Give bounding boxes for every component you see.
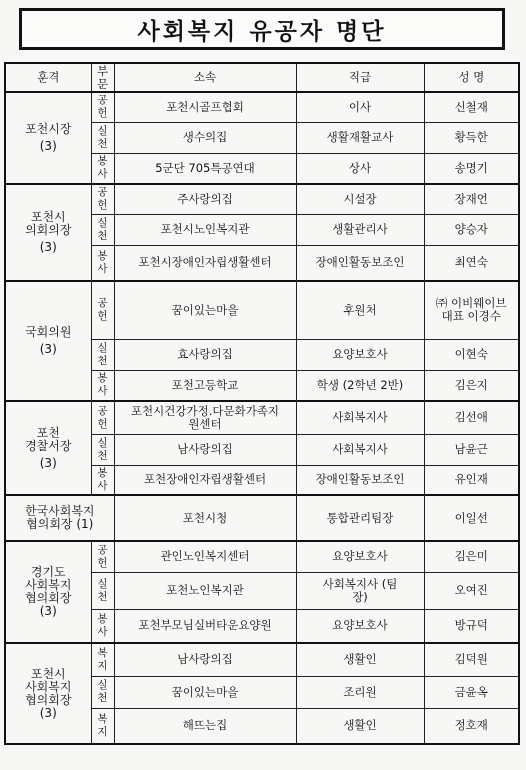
name-cell: 김은미 bbox=[424, 541, 519, 572]
type-cell: 실천 bbox=[91, 572, 114, 609]
name-cell: 양승자 bbox=[424, 214, 519, 245]
award-count: (3) bbox=[39, 240, 57, 254]
award-line: 포천시장 bbox=[25, 122, 72, 136]
position-cell: 장애인활동보조인 bbox=[296, 465, 424, 495]
award-cell bbox=[5, 92, 91, 184]
type-cell: 봉사 bbox=[91, 465, 114, 495]
org-cell: 포천시골프협회 bbox=[114, 92, 296, 122]
header-name: 성 명 bbox=[424, 63, 519, 92]
award-line: 포천시 bbox=[30, 210, 66, 224]
award-cell bbox=[5, 401, 91, 495]
position-cell: 이사 bbox=[296, 92, 424, 122]
award-line: 포천 bbox=[36, 425, 60, 440]
page-title: 사회복지 유공자 명단 bbox=[137, 18, 387, 45]
header-org: 소속 bbox=[114, 63, 296, 92]
name-cell: 이일선 bbox=[424, 495, 519, 541]
type-cell: 공헌 bbox=[91, 92, 114, 122]
type-cell: 봉사 bbox=[91, 153, 114, 184]
table-row bbox=[5, 401, 519, 434]
position-cell: 생활재활교사 bbox=[296, 122, 424, 153]
name-cell: 신철재 bbox=[424, 92, 519, 122]
org-cell: 포천시청 bbox=[114, 495, 296, 541]
name-cell: 금윤옥 bbox=[424, 676, 519, 708]
award-line: 의회의장 bbox=[25, 223, 72, 237]
type-cell: 실천 bbox=[91, 434, 114, 465]
type-cell: 공헌 bbox=[91, 281, 114, 339]
name-cell: 오여진 bbox=[424, 572, 519, 609]
award-cell bbox=[5, 643, 91, 744]
name-cell: ㈜ 이비웨이브 대표 이경수 bbox=[424, 281, 519, 339]
org-cell: 포천노인복지관 bbox=[114, 572, 296, 609]
position-cell: 요양보호사 bbox=[296, 541, 424, 572]
table-row bbox=[5, 643, 519, 676]
table-row bbox=[5, 541, 519, 572]
table-row bbox=[5, 495, 519, 541]
name-cell: 최연숙 bbox=[424, 245, 519, 281]
org-cell: 꿈이있는마을 bbox=[114, 676, 296, 708]
header-position: 직급 bbox=[296, 63, 424, 92]
type-cell: 복지 bbox=[91, 708, 114, 744]
name-cell: 황득한 bbox=[424, 122, 519, 153]
award-line: 사회복지 bbox=[25, 679, 72, 694]
type-cell: 공헌 bbox=[91, 401, 114, 434]
award-line: 한국사회복지 bbox=[24, 504, 95, 518]
name-cell: 송명기 bbox=[424, 153, 519, 184]
position-cell: 상사 bbox=[296, 153, 424, 184]
org-cell: 효사랑의집 bbox=[114, 339, 296, 370]
position-cell: 조리원 bbox=[296, 676, 424, 708]
name-cell: 방규덕 bbox=[424, 609, 519, 643]
name-cell: 장재언 bbox=[424, 184, 519, 214]
org-cell: 포천시건강가정.다문화가족지원센터 bbox=[114, 401, 296, 434]
award-cell bbox=[5, 184, 91, 281]
org-cell: 남사랑의집 bbox=[114, 434, 296, 465]
position-cell: 후원처 bbox=[296, 281, 424, 339]
position-cell: 요양보호사 bbox=[296, 609, 424, 643]
position-cell: 생활인 bbox=[296, 708, 424, 744]
org-cell: 해뜨는집 bbox=[114, 708, 296, 744]
type-cell: 봉사 bbox=[91, 245, 114, 281]
name-cell: 김은지 bbox=[424, 370, 519, 401]
award-count: (3) bbox=[39, 604, 57, 618]
org-cell: 생수의집 bbox=[114, 122, 296, 153]
position-cell: 사회복지사 bbox=[296, 434, 424, 465]
award-count: (3) bbox=[39, 455, 57, 470]
org-cell: 포천부모님실버타운요양원 bbox=[114, 609, 296, 643]
header-award: 훈격 bbox=[5, 63, 91, 92]
org-cell: 포천장애인자립생활센터 bbox=[114, 465, 296, 495]
award-line: 협의회장 bbox=[25, 591, 72, 605]
table-row bbox=[5, 281, 519, 339]
org-cell: 주사랑의집 bbox=[114, 184, 296, 214]
table-row bbox=[5, 92, 519, 122]
award-line: 경기도 bbox=[30, 565, 66, 579]
table-row bbox=[5, 184, 519, 214]
type-cell: 공헌 bbox=[91, 184, 114, 214]
name-cell: 남윤근 bbox=[424, 434, 519, 465]
org-cell: 꿈이있는마을 bbox=[114, 281, 296, 339]
name-cell: 김덕원 bbox=[424, 643, 519, 676]
award-line: 협의회장 bbox=[25, 692, 72, 707]
header-type: 부문 bbox=[91, 63, 114, 92]
org-cell: 남사랑의집 bbox=[114, 643, 296, 676]
org-cell: 포천시장애인자립생활센터 bbox=[114, 245, 296, 281]
type-cell: 복지 bbox=[91, 643, 114, 676]
header-row bbox=[5, 63, 519, 92]
award-cell bbox=[5, 281, 91, 401]
name-cell: 정호재 bbox=[424, 708, 519, 744]
award-roster-table bbox=[4, 62, 520, 745]
type-cell: 실천 bbox=[91, 339, 114, 370]
award-cell bbox=[5, 541, 91, 643]
award-count: (3) bbox=[39, 139, 57, 153]
org-cell: 포천시노인복지관 bbox=[114, 214, 296, 245]
title-box bbox=[19, 8, 505, 50]
name-cell: 김선애 bbox=[424, 401, 519, 434]
position-cell: 학생 (2학년 2반) bbox=[296, 370, 424, 401]
type-cell: 실천 bbox=[91, 214, 114, 245]
type-cell: 실천 bbox=[91, 122, 114, 153]
org-cell: 5군단 705특공연대 bbox=[114, 153, 296, 184]
type-cell: 봉사 bbox=[91, 370, 114, 401]
name-cell: 유인재 bbox=[424, 465, 519, 495]
type-cell: 실천 bbox=[91, 676, 114, 708]
position-cell: 장애인활동보조인 bbox=[296, 245, 424, 281]
position-cell: 생활인 bbox=[296, 643, 424, 676]
position-cell: 시설장 bbox=[296, 184, 424, 214]
award-cell bbox=[5, 495, 114, 541]
position-cell: 사회복지사 bbox=[296, 401, 424, 434]
position-cell: 생활관리사 bbox=[296, 214, 424, 245]
award-line: 국회의원 bbox=[25, 325, 72, 339]
position-cell: 요양보호사 bbox=[296, 339, 424, 370]
type-cell: 공헌 bbox=[91, 541, 114, 572]
name-cell: 이현숙 bbox=[424, 339, 519, 370]
award-count: (3) bbox=[39, 705, 57, 720]
position-cell: 통합관리팀장 bbox=[296, 495, 424, 541]
org-cell: 관인노인복지센터 bbox=[114, 541, 296, 572]
position-cell: 사회복지사 (팀장) bbox=[296, 572, 424, 609]
award-line: 사회복지 bbox=[25, 578, 72, 592]
award-line: 경찰서장 bbox=[25, 438, 72, 453]
type-cell: 봉사 bbox=[91, 609, 114, 643]
award-count: (3) bbox=[39, 342, 57, 356]
award-line: 협의회장 (1) bbox=[26, 517, 94, 531]
award-line: 포천시 bbox=[30, 666, 66, 681]
org-cell: 포천고등학교 bbox=[114, 370, 296, 401]
